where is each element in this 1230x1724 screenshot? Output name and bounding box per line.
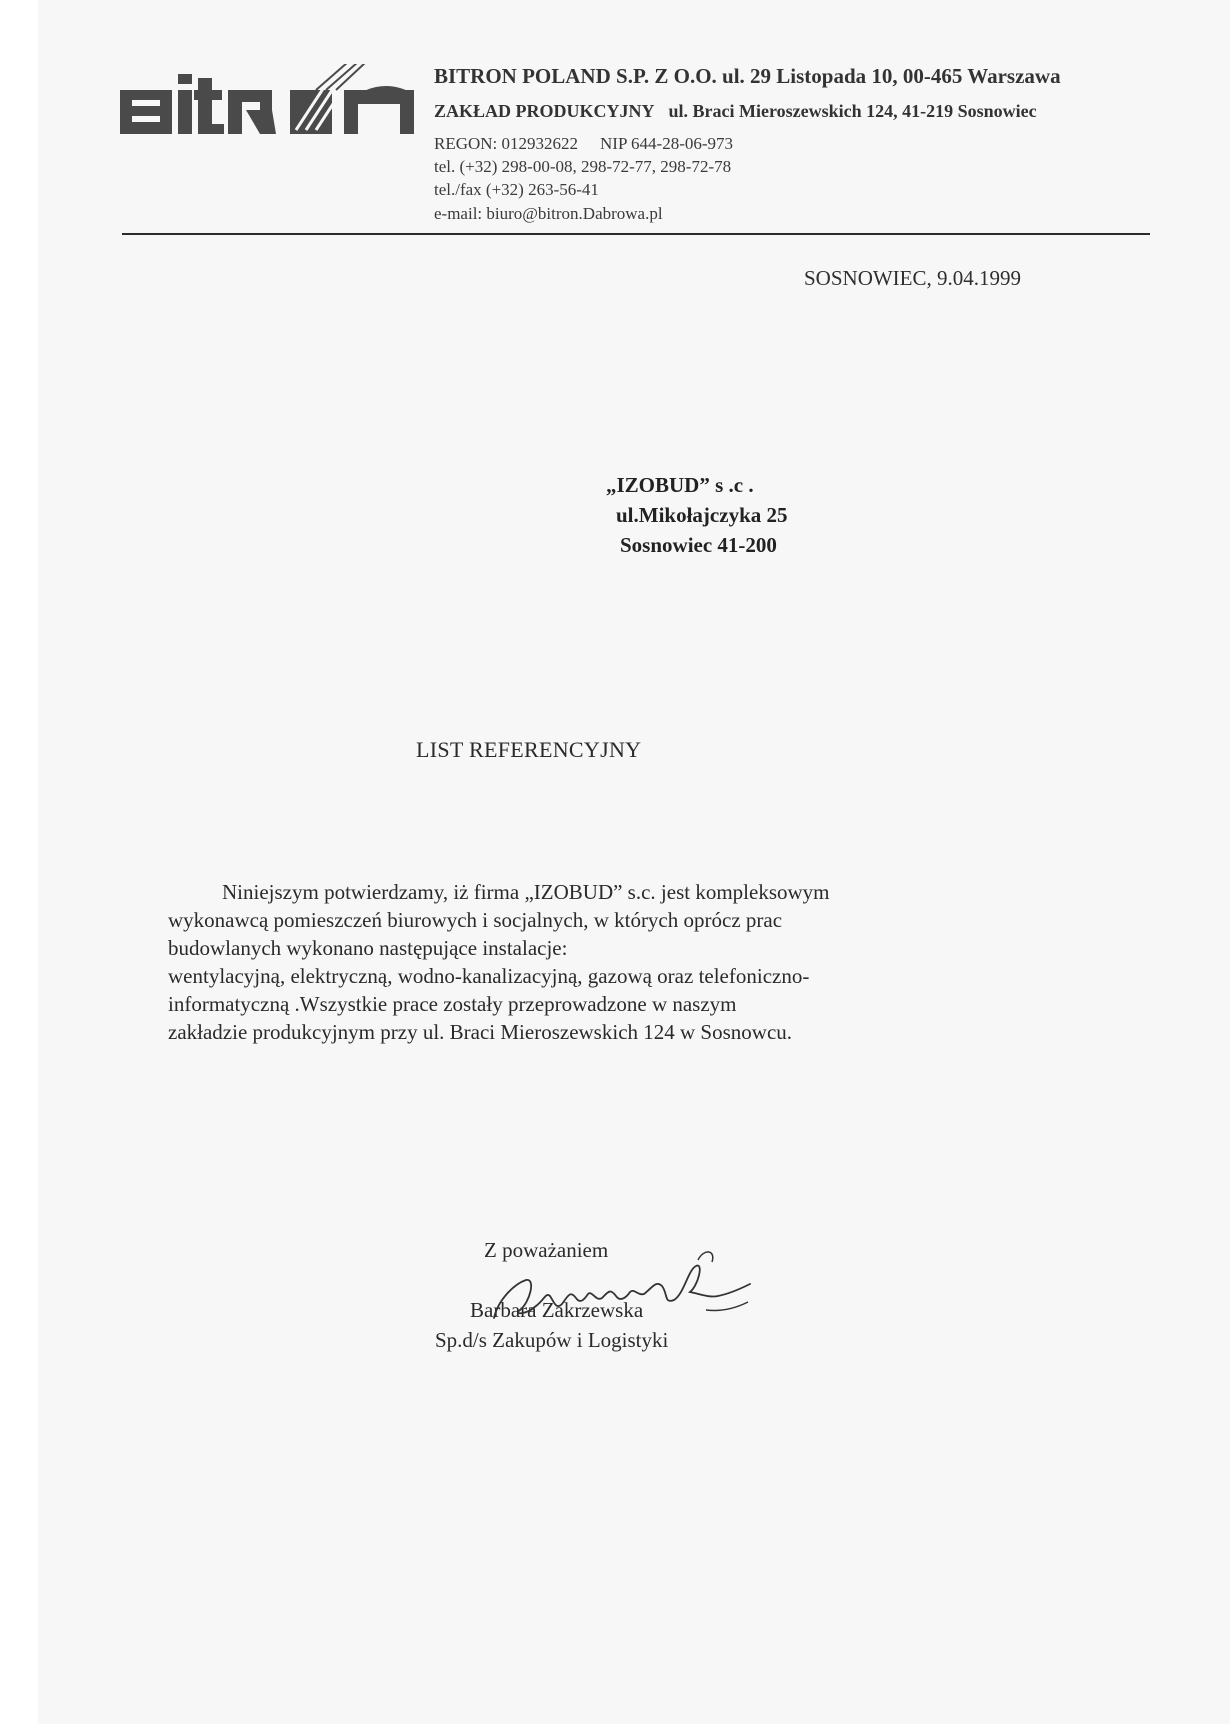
plant-address: ul. Braci Mieroszewskich 124, 41-219 Sosnowiec: [668, 101, 1037, 121]
company-address-line: BITRON POLAND S.P. Z O.O. ul. 29 Listopada 10, 00-465 Warszawa: [434, 64, 1061, 88]
plant-label: ZAKŁAD PRODUKCYJNY: [434, 101, 655, 121]
body-line: wykonawcą pomieszczeń biurowych i socjalnych, w których oprócz prac: [168, 908, 783, 932]
place-date: SOSNOWIEC, 9.04.1999: [804, 266, 1022, 290]
nip-number: NIP 644-28-06-973: [600, 134, 734, 153]
body-line: budowlanych wykonano następujące instalacje:: [168, 936, 568, 960]
body-line: Niniejszym potwierdzamy, iż firma „IZOBUD” s.c. jest kompleksowym: [222, 880, 830, 904]
letter-sheet: [38, 0, 1230, 1724]
bitron-logo: [120, 64, 416, 138]
registration-line: [434, 134, 733, 154]
logo-text: BITRON: [120, 64, 124, 65]
signer-role: Sp.d/s Zakupów i Logistyki: [435, 1328, 669, 1352]
closing-salutation: Z poważaniem: [484, 1238, 609, 1262]
letter-body: [168, 878, 968, 1046]
recipient-name: „IZOBUD” s .c .: [606, 473, 754, 497]
handwritten-signature-icon: [484, 1240, 754, 1330]
recipient-city: Sosnowiec 41-200: [620, 533, 777, 557]
scan-margin: [0, 0, 38, 1724]
fax-line: tel./fax (+32) 263-56-41: [434, 180, 599, 199]
plant-address-line: [434, 101, 1037, 122]
regon-number: REGON: 012932622: [434, 134, 579, 153]
phone-line: tel. (+32) 298-00-08, 298-72-77, 298-72-78: [434, 157, 732, 176]
letterhead-divider: [122, 233, 1150, 235]
email-line: e-mail: biuro@bitron.Dabrowa.pl: [434, 204, 663, 223]
signer-name: Barbara Zakrzewska: [470, 1298, 644, 1322]
body-line: informatyczną .Wszystkie prace zostały przeprowadzone w naszym: [168, 992, 737, 1016]
recipient-address: [606, 470, 826, 560]
recipient-street: ul.Mikołajczyka 25: [616, 503, 788, 527]
letter-title: LIST REFERENCYJNY: [416, 737, 642, 762]
body-line: wentylacyjną, elektryczną, wodno-kanalizacyjną, gazową oraz telefoniczno-: [168, 964, 810, 988]
body-line: zakładzie produkcyjnym przy ul. Braci Mieroszewskich 124 w Sosnowcu.: [168, 1020, 793, 1044]
